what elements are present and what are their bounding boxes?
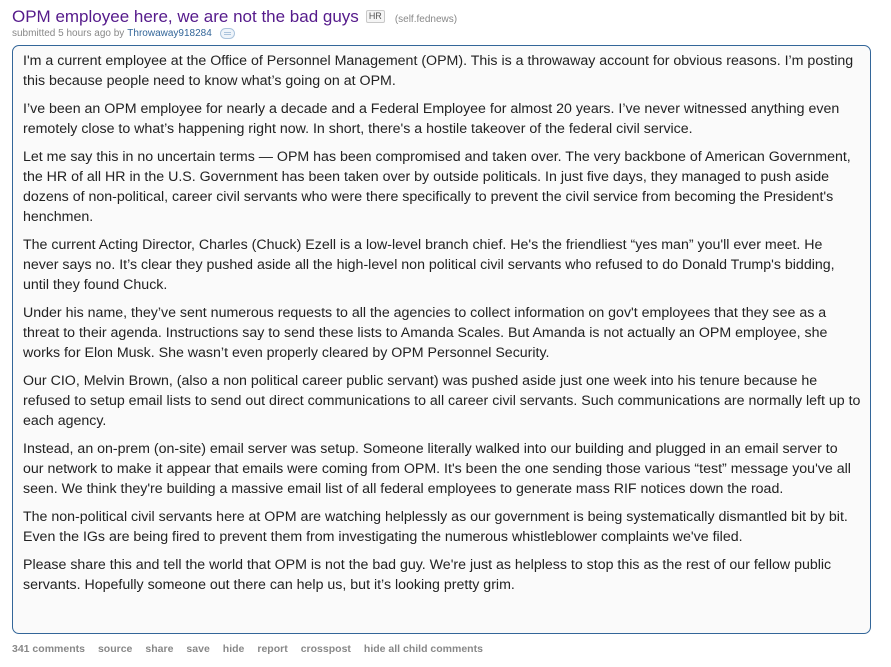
body-paragraph: I'm a current employee at the Office of Personnel Management (OPM). This is a throwaway account for obvious reasons. I’m posting this because people need to know what’s going on at OPM. xyxy=(23,53,854,89)
author-link[interactable]: Throwaway918284 xyxy=(127,28,212,39)
body-paragraph: Please share this and tell the world that OPM is not the bad guy. We're just as helpless to stop this as the rest of our fellow public servants. Hopefully someone out there can help us, but it’s looking pretty grim. xyxy=(23,557,832,593)
body-paragraph: Our CIO, Melvin Brown, (also a non political career public servant) was pushed aside just one week into his tenure because he refused to setup email lists to send out direct communications to all career civil servants. Such communications are normally left up to each agency. xyxy=(23,373,861,429)
post-action-bar xyxy=(12,643,496,656)
crosspost-link[interactable]: crosspost xyxy=(300,643,351,655)
comments-link[interactable]: 341 comments xyxy=(12,643,85,655)
share-link[interactable]: share xyxy=(145,643,174,655)
tagline-submitted-text: submitted 5 hours ago by xyxy=(12,28,125,39)
body-paragraph: The non-political civil servants here at OPM are watching helplessly as our government is being systematically dismantled bit by bit. Even the IGs are being fired to prevent them from investigating the numerous whistleblower complaints we've filed. xyxy=(23,509,848,545)
expando-toggle-icon[interactable] xyxy=(220,28,235,39)
body-paragraph: Instead, an on-prem (on-site) email server was setup. Someone literally walked into our building and plugged in an email server to our network to make it appear that emails were coming from OPM. It's been the one sending those various “test” message you've all seen. We think they're building a massive email list of all federal employees to generate mass RIF notices down the road. xyxy=(23,441,851,497)
post-flair-badge: HR xyxy=(366,10,385,23)
post-domain-link[interactable]: (self.fednews) xyxy=(394,14,458,25)
post-tagline xyxy=(12,27,235,40)
body-paragraph: Let me say this in no uncertain terms — OPM has been compromised and taken over. The very backbone of American Government, the HR of all HR in the U.S. Government has been taken over by outside politicals. In just five days, they managed to push aside dozens of non-political, career civil servants who were there specifically to prevent the civil service from becoming the President's henchmen. xyxy=(23,149,851,225)
hide-child-comments-link[interactable]: hide all child comments xyxy=(363,643,483,655)
post-title-link[interactable]: OPM employee here, we are not the bad guys xyxy=(12,7,359,26)
save-link[interactable]: save xyxy=(186,643,210,655)
source-link[interactable]: source xyxy=(97,643,133,655)
body-paragraph: The current Acting Director, Charles (Chuck) Ezell is a low-level branch chief. He's the friendliest “yes man” you'll ever meet. He never says no. It’s clear they pushed aside all the high-level non political civil servants who refused to do Donald Trump's bidding, until they found Chuck. xyxy=(23,237,835,293)
hide-link[interactable]: hide xyxy=(222,643,245,655)
body-paragraph: I’ve been an OPM employee for nearly a decade and a Federal Employee for almost 20 years. I’ve never witnessed anything even remotely close to what’s happening right now. In short, there's a hostile takeover of the federal civil service. xyxy=(23,101,840,137)
report-link[interactable]: report xyxy=(257,643,288,655)
post-title-row xyxy=(12,6,457,28)
body-paragraph: Under his name, they’ve sent numerous requests to all the agencies to collect information on gov't employees that they see as a threat to their agenda. Instructions say to send these lists to Amanda Scales. But Amanda is not actually an OPM employee, she works for Elon Musk. She wasn’t even properly cleared by OPM Personnel Security. xyxy=(23,305,828,361)
post-body xyxy=(12,45,871,634)
